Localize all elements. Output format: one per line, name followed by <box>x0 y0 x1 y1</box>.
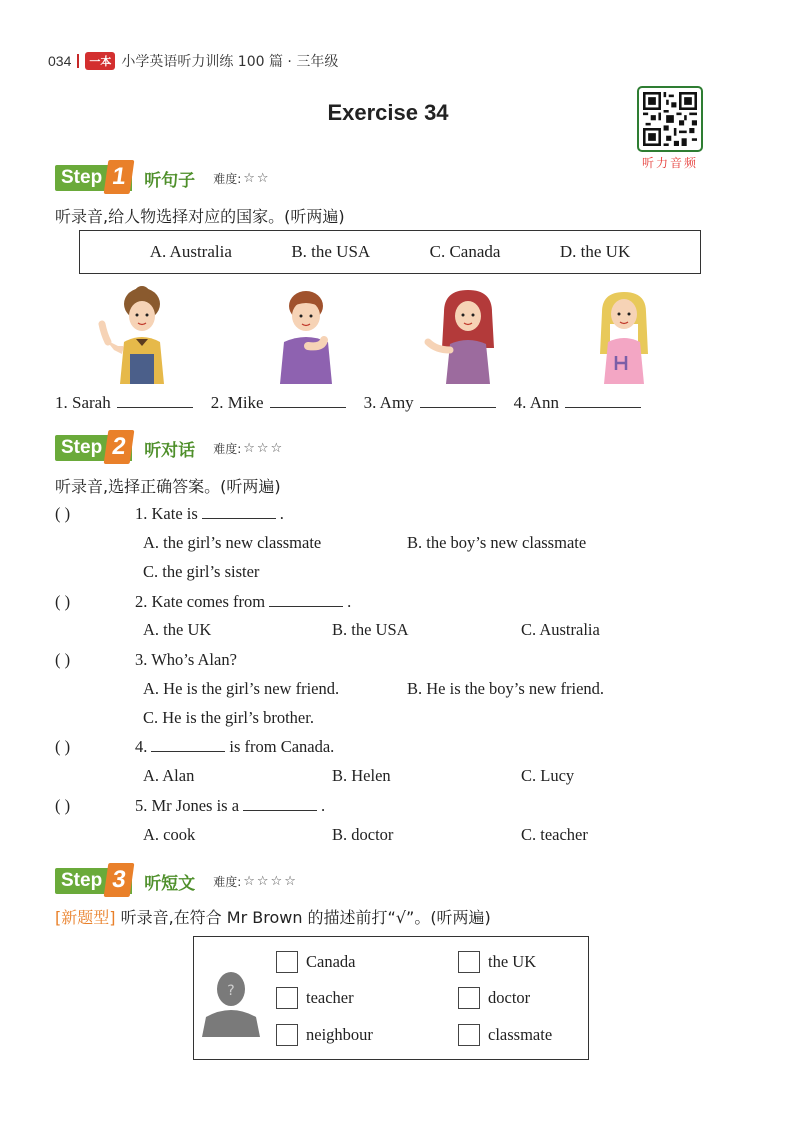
mr-brown-checklist <box>193 936 589 1060</box>
checkbox-neighbour-label: neighbour <box>306 1025 373 1044</box>
checkbox-classmate[interactable] <box>458 1024 552 1046</box>
option-australia: A. Australia <box>149 242 232 261</box>
qr-code-icon[interactable] <box>637 86 703 152</box>
item-mike <box>211 393 346 413</box>
step3-star-icons: ☆☆☆☆ <box>243 873 298 889</box>
q5-blank <box>243 797 317 811</box>
step1-star-icons: ☆☆ <box>243 170 271 186</box>
q2-text: 2. Kate comes from <box>135 592 266 611</box>
step1-answer-row <box>55 393 695 413</box>
step3-difficulty-label: 难度: <box>213 874 242 889</box>
checkbox-canada[interactable] <box>276 951 355 973</box>
q5-text: 5. Mr Jones is a <box>135 796 240 815</box>
step2-badge <box>55 435 132 461</box>
answer-paren-2[interactable]: ( ) <box>55 592 71 611</box>
q5-option-c: C. teacher <box>521 825 588 844</box>
answer-paren-5[interactable]: ( ) <box>55 796 71 815</box>
step1-badge-number: 1 <box>104 160 135 194</box>
step2-star-icons: ☆☆☆ <box>243 440 285 456</box>
q3-option-c: C. He is the girl’s brother. <box>143 708 314 727</box>
q2-option-c: C. Australia <box>521 620 600 639</box>
q4-post: is from Canada. <box>229 737 335 756</box>
step1-instruction: 听录音,给人物选择对应的国家。(听两遍) <box>55 207 345 226</box>
step3-instruction: 听录音,在符合 Mr Brown 的描述前打“√”。(听两遍) <box>120 908 491 927</box>
step3-badge <box>55 868 132 894</box>
exercise-title: Exercise 34 <box>327 100 449 125</box>
checkbox-doctor[interactable] <box>458 987 530 1009</box>
option-usa: B. the USA <box>291 242 371 261</box>
step1-header <box>55 163 271 193</box>
q4-option-b: B. Helen <box>332 766 391 785</box>
checkbox-teacher-label: teacher <box>306 988 354 1007</box>
new-type-tag: [新题型] <box>55 908 116 927</box>
checkbox-teacher-box[interactable] <box>276 987 298 1009</box>
answer-paren-3[interactable]: ( ) <box>55 650 71 669</box>
item-sarah-label: 1. Sarah <box>55 393 111 412</box>
step2-header <box>55 433 284 463</box>
q4-blank <box>151 738 225 752</box>
step3-name: 听短文 <box>144 873 196 894</box>
page-number: 034 <box>48 53 72 69</box>
book-title: 小学英语听力训练 100 篇 · 三年级 <box>121 54 339 70</box>
answer-blank-mike[interactable] <box>270 394 346 408</box>
q2-option-a: A. the UK <box>143 620 212 639</box>
header-divider <box>77 54 79 68</box>
checkbox-teacher[interactable] <box>276 987 354 1009</box>
checkbox-doctor-box[interactable] <box>458 987 480 1009</box>
unknown-person-icon <box>202 967 260 1037</box>
step1-name: 听句子 <box>144 170 196 191</box>
checkbox-canada-box[interactable] <box>276 951 298 973</box>
step3-badge-word: Step <box>61 870 103 891</box>
q1-text: 1. Kate is <box>135 504 198 523</box>
option-canada: C. Canada <box>429 242 501 261</box>
amy-illustration <box>420 284 510 384</box>
checkbox-neighbour[interactable] <box>276 1024 373 1046</box>
checkbox-classmate-box[interactable] <box>458 1024 480 1046</box>
qr-label: 听力音频 <box>641 156 698 170</box>
q4-text: 4. <box>135 737 148 756</box>
answer-paren-4[interactable]: ( ) <box>55 737 71 756</box>
checkbox-classmate-label: classmate <box>488 1025 553 1044</box>
item-ann <box>514 393 641 413</box>
question-3 <box>55 650 237 670</box>
q1-option-b: B. the boy’s new classmate <box>407 533 587 552</box>
step3-instruction-line <box>55 905 491 928</box>
question-2 <box>55 592 351 612</box>
question-4 <box>55 737 334 757</box>
answer-blank-amy[interactable] <box>420 394 496 408</box>
step2-name: 听对话 <box>144 440 196 461</box>
q5-post: . <box>321 796 326 815</box>
qr-code-graphic <box>643 92 697 146</box>
q5-option-b: B. doctor <box>332 825 394 844</box>
step2-instruction: 听录音,选择正确答案。(听两遍) <box>55 477 281 496</box>
q2-post: . <box>347 592 352 611</box>
sarah-illustration <box>96 284 186 384</box>
q2-option-b: B. the USA <box>332 620 409 639</box>
checkbox-neighbour-box[interactable] <box>276 1024 298 1046</box>
checkbox-canada-label: Canada <box>306 952 356 971</box>
item-mike-label: 2. Mike <box>210 393 264 412</box>
step1-badge-word: Step <box>61 167 103 188</box>
q4-option-c: C. Lucy <box>521 766 575 785</box>
q3-text: 3. Who’s Alan? <box>135 650 237 669</box>
q2-blank <box>269 593 343 607</box>
checkbox-the-uk[interactable] <box>458 951 536 973</box>
step2-difficulty-label: 难度: <box>213 441 242 456</box>
step3-badge-number: 3 <box>104 863 135 897</box>
q4-option-a: A. Alan <box>143 766 195 785</box>
ann-illustration <box>578 284 668 384</box>
checkbox-the-uk-box[interactable] <box>458 951 480 973</box>
page-header <box>48 50 338 72</box>
q1-option-a: A. the girl’s new classmate <box>143 533 322 552</box>
answer-paren-1[interactable]: ( ) <box>55 504 71 523</box>
answer-blank-ann[interactable] <box>565 394 641 408</box>
question-5 <box>55 796 325 816</box>
checkbox-doctor-label: doctor <box>488 988 531 1007</box>
checkbox-the-uk-label: the UK <box>488 952 537 971</box>
step2-badge-word: Step <box>61 437 103 458</box>
option-uk: D. the UK <box>559 242 631 261</box>
publisher-logo: 一本 <box>85 52 115 70</box>
q3-option-b: B. He is the boy’s new friend. <box>407 679 605 698</box>
item-ann-label: 4. Ann <box>513 393 560 412</box>
q1-blank <box>202 505 276 519</box>
step3-header <box>55 866 298 896</box>
q5-option-a: A. cook <box>143 825 196 844</box>
step1-badge <box>55 165 132 191</box>
q3-option-a: A. He is the girl’s new friend. <box>143 679 340 698</box>
answer-blank-sarah[interactable] <box>117 394 193 408</box>
country-options-box <box>79 230 701 274</box>
item-sarah <box>55 393 193 413</box>
item-amy <box>364 393 496 413</box>
q1-option-c: C. the girl’s sister <box>143 562 260 581</box>
q1-post: . <box>279 504 284 523</box>
svg-text:?: ? <box>227 983 235 999</box>
item-amy-label: 3. Amy <box>363 393 414 412</box>
step2-badge-number: 2 <box>104 430 135 464</box>
step1-difficulty-label: 难度: <box>213 171 242 186</box>
mike-illustration <box>262 284 352 384</box>
question-1 <box>55 504 284 524</box>
